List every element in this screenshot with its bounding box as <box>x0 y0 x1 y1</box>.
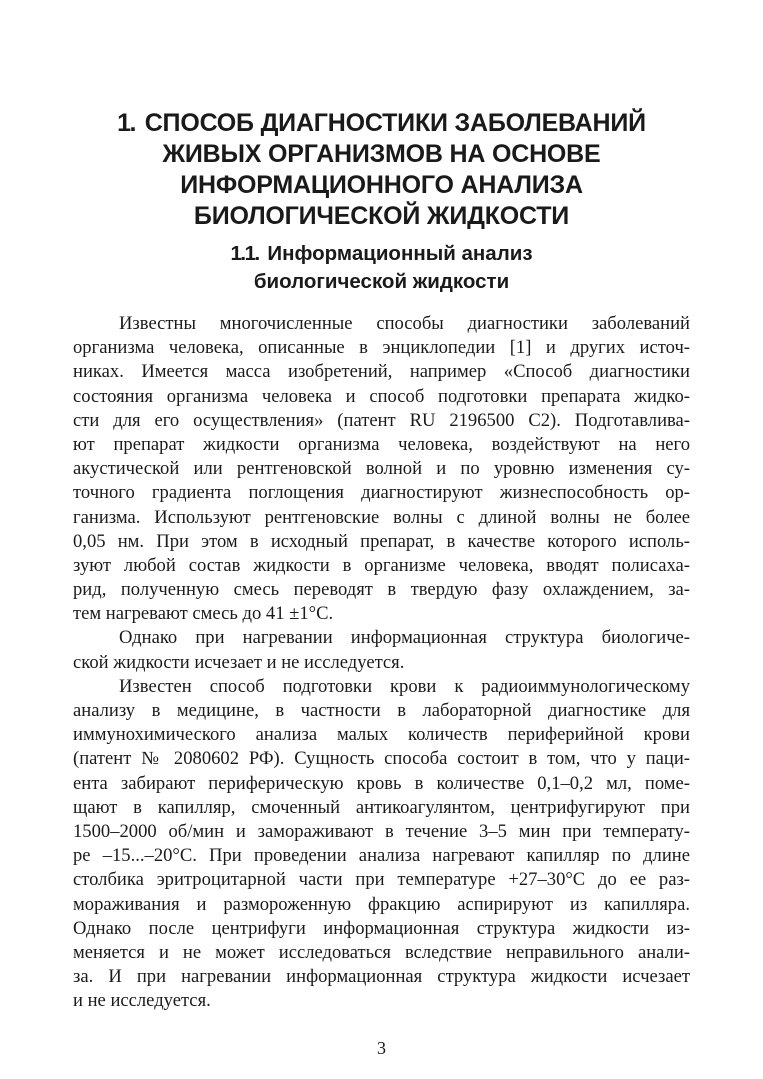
text-line: Известен способ подготовки крови к радиоиммунологическому <box>119 675 690 697</box>
text-line: рид, полученную смесь переводят в твердую фазу охлаждением, за- <box>73 579 690 601</box>
text-line: 1500–2000 об/мин и замораживают в течение 3–5 мин при температу- <box>73 820 690 842</box>
text-line: меняется и не может исследоваться вследствие неправильного анали- <box>73 941 690 963</box>
chapter-title-line: БИОЛОГИЧЕСКОЙ ЖИДКОСТИ <box>193 202 570 230</box>
text-line: организма человека, описанные в энциклопедии [1] и других источ- <box>73 337 690 359</box>
section-title <box>60 240 703 296</box>
text-line: ют препарат жидкости организма человека, воздействуют на него <box>73 433 690 455</box>
text-line: мораживания и размороженную фракцию аспирируют из капилляра. <box>73 893 690 915</box>
text-line: никах. Имеется масса изобретений, например «Способ диагностики <box>73 361 690 383</box>
text-line: ента забирают периферическую кровь в количестве 0,1–0,2 мл, поме- <box>73 772 690 794</box>
text-line: за. И при нагревании информационная структура жидкости исчезает <box>73 966 690 988</box>
page-number: 3 <box>377 1038 386 1058</box>
text-line: состояния организма человека и способ подготовки препарата жидко- <box>73 385 690 407</box>
paragraph <box>73 626 690 674</box>
text-line: (патент № 2080602 РФ). Сущность способа состоит в том, что у паци- <box>73 748 690 770</box>
text-line: Однако при нагревании информационная структура биологиче- <box>119 627 690 649</box>
text-line: Однако после центрифуги информационная структура жидкости из- <box>73 917 690 939</box>
text-line: столбика эритроцитарной части при температуре +27–30°С до ее раз- <box>73 869 690 891</box>
text-line: ской жидкости исчезает и не исследуется. <box>73 651 405 673</box>
text-line: зуют любой состав жидкости в организме человека, вводят полисаха- <box>73 554 690 576</box>
paragraph <box>73 675 690 1014</box>
text-line: 0,05 нм. При этом в исходный препарат, в качестве которого исполь- <box>73 530 690 552</box>
section-title-line: биологической жидкости <box>253 270 510 293</box>
text-line: иммунохимического анализа малых количеств периферийной крови <box>73 724 690 746</box>
section-title-line: 1.1. Информационный анализ <box>230 242 533 265</box>
chapter-title-line: ИНФОРМАЦИОННОГО АНАЛИЗА <box>180 171 583 199</box>
text-line: щают в капилляр, смоченный антикоагулянтом, центрифугируют при <box>73 796 690 818</box>
text-line: акустической или рентгеновской волной и по уровню изменения су- <box>73 458 690 480</box>
text-line: Известны многочисленные способы диагностики заболеваний <box>119 313 690 334</box>
section-number: 1.1. <box>230 242 259 265</box>
text-line: ганизма. Используют рентгеновские волны с длиной волны не более <box>73 506 690 528</box>
chapter-title <box>60 108 703 232</box>
chapter-number: 1. <box>117 109 135 137</box>
chapter-title-line: 1. СПОСОБ ДИАГНОСТИКИ ЗАБОЛЕВАНИЙ <box>117 109 646 137</box>
text-line: точного градиента поглощения диагностируют жизнеспособность ор- <box>73 482 690 504</box>
paragraph <box>73 312 690 626</box>
text-line: и не исследуется. <box>73 990 211 1012</box>
chapter-title-line: ЖИВЫХ ОРГАНИЗМОВ НА ОСНОВЕ <box>162 140 601 168</box>
body-text <box>73 312 690 1013</box>
text-line: анализу в медицине, в частности в лабораторной диагностике для <box>73 700 690 721</box>
text-line: сти для его осуществления» (патент RU 2196500 C2). Подготавлива- <box>73 409 690 431</box>
text-line: ре –15...–20°С. При проведении анализа нагревают капилляр по длине <box>73 845 690 867</box>
text-line: тем нагревают смесь до 41 ±1°С. <box>73 603 334 625</box>
